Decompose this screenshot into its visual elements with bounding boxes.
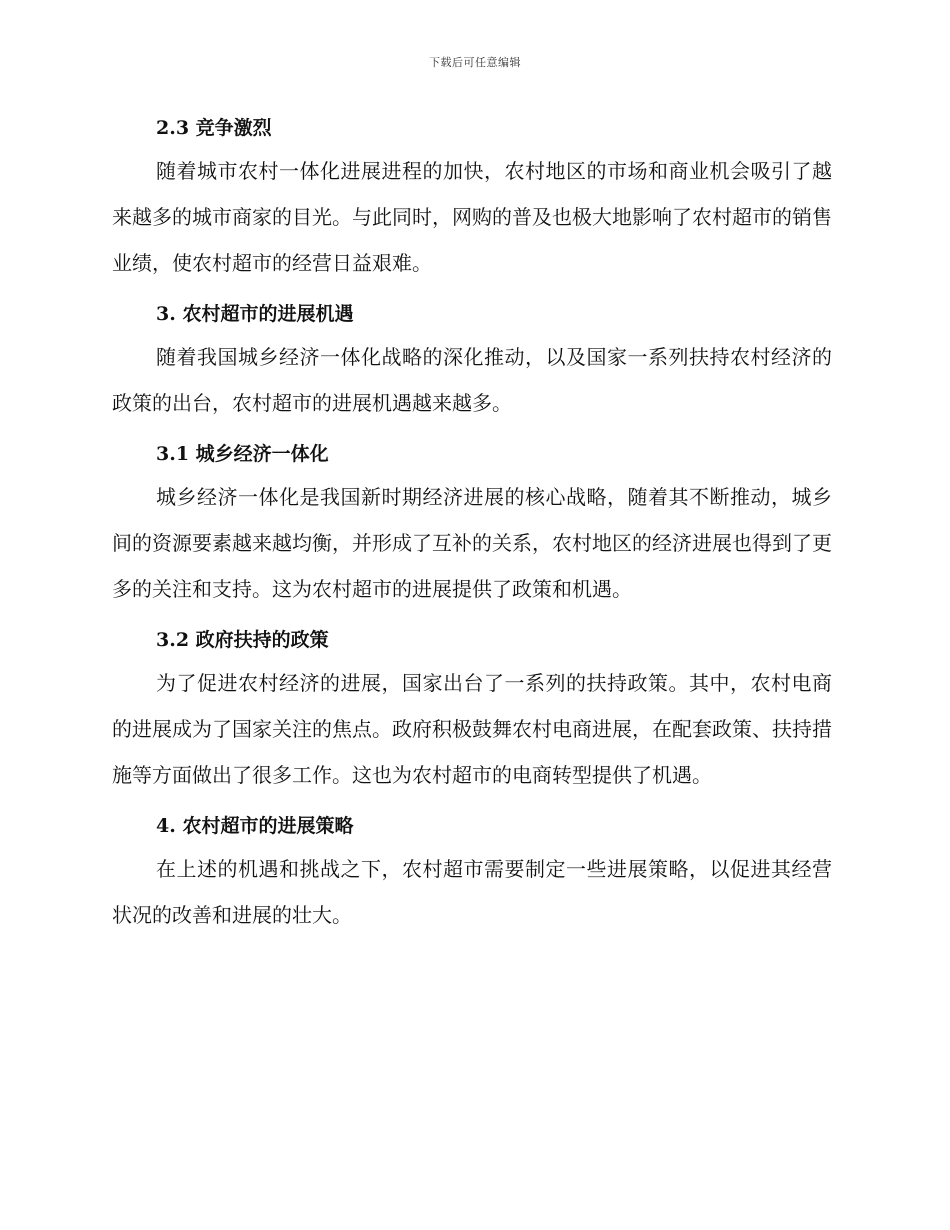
section-paragraph: 在上述的机遇和挑战之下，农村超市需要制定一些进展策略，以促进其经营状况的改善和进展的壮大。 <box>112 857 832 927</box>
section-heading: 3. 农村超市的进展机遇 <box>156 303 354 325</box>
section-heading: 2.3 竞争激烈 <box>156 117 272 139</box>
page-header: 下载后可任意编辑 <box>429 56 521 69</box>
section-paragraph: 随着城市农村一体化进展进程的加快，农村地区的市场和商业机会吸引了越来越多的城市商家的目光。与此同时，网购的普及也极大地影响了农村超市的销售业绩，使农村超市的经营日益艰难。 <box>112 159 832 275</box>
section-heading: 3.1 城乡经济一体化 <box>156 443 329 465</box>
section-heading: 3.2 政府扶持的政策 <box>156 629 329 651</box>
section-paragraph: 为了促进农村经济的进展，国家出台了一系列的扶持政策。其中，农村电商的进展成为了国家关注的焦点。政府积极鼓舞农村电商进展，在配套政策、扶持措施等方面做出了很多工作。这也为农村超市的电商转型提供了机遇。 <box>112 671 832 787</box>
section-heading: 4. 农村超市的进展策略 <box>156 815 354 837</box>
section-paragraph: 城乡经济一体化是我国新时期经济进展的核心战略，随着其不断推动，城乡间的资源要素越来越均衡，并形成了互补的关系，农村地区的经济进展也得到了更多的关注和支持。这为农村超市的进展提供了政策和机遇。 <box>112 485 832 601</box>
document-body <box>112 108 832 946</box>
section-paragraph: 随着我国城乡经济一体化战略的深化推动，以及国家一系列扶持农村经济的政策的出台，农村超市的进展机遇越来越多。 <box>112 345 832 415</box>
